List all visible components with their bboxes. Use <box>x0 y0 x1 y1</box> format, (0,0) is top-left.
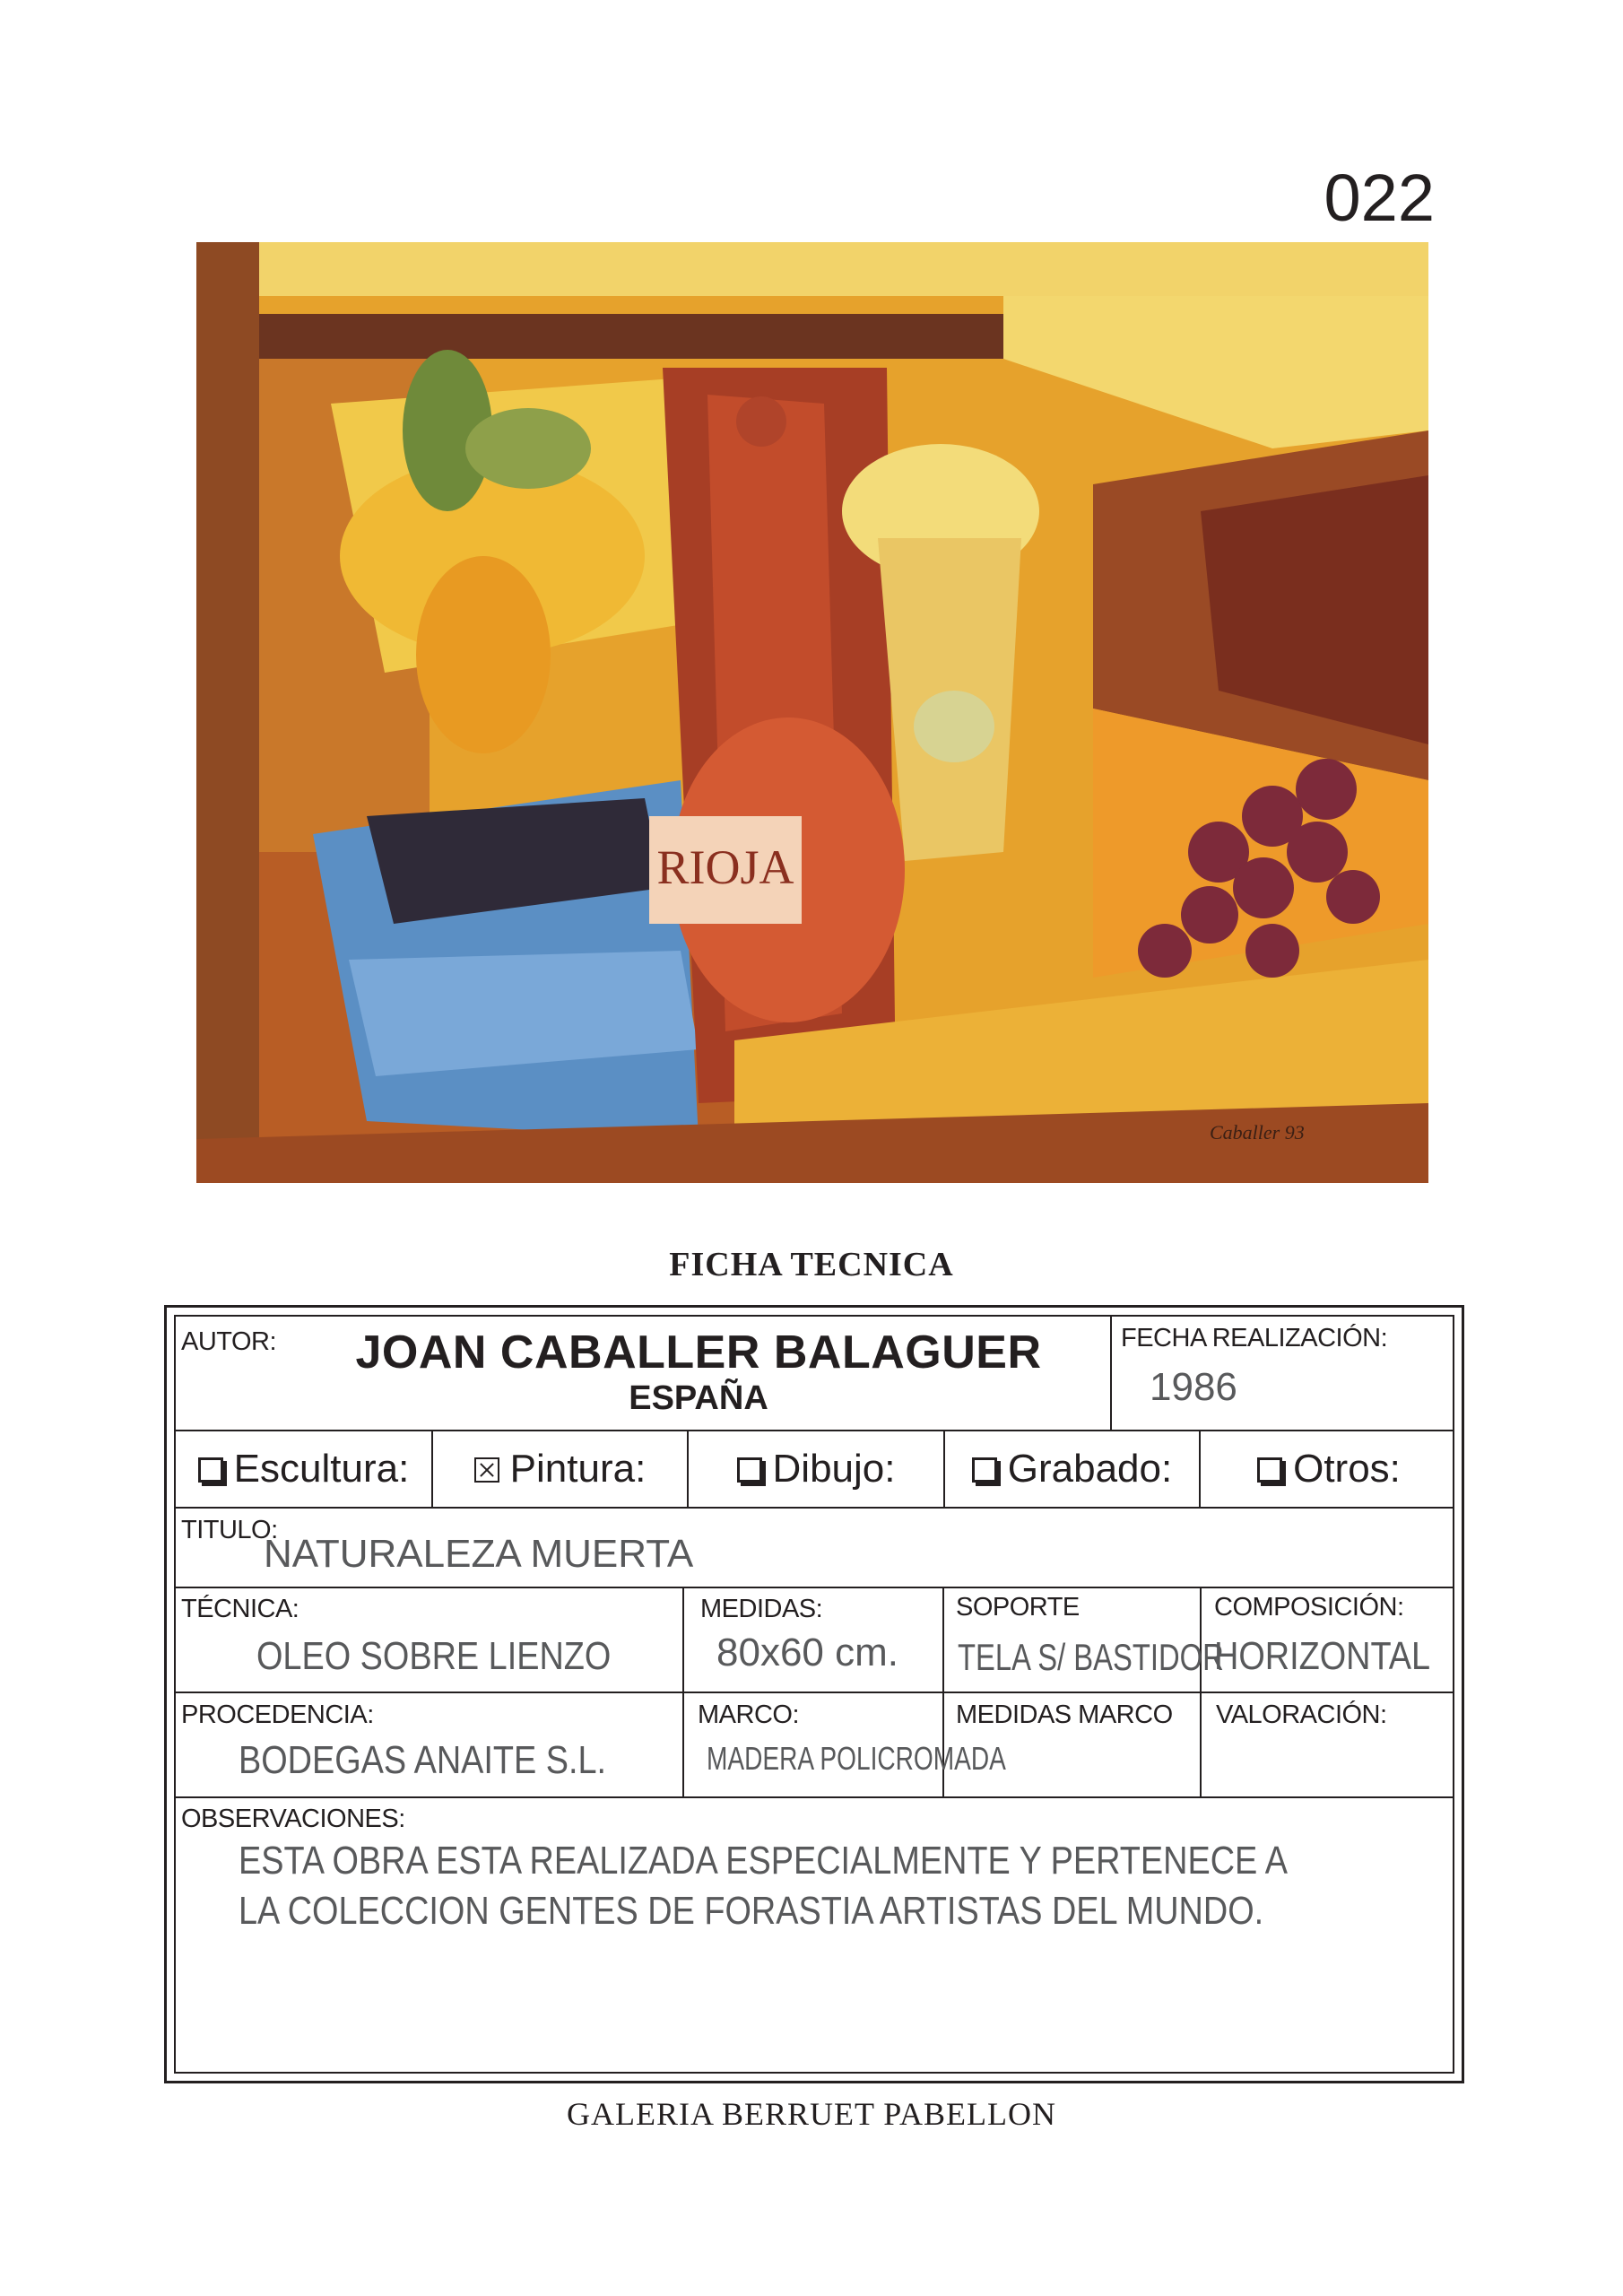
checkbox-icon <box>737 1457 762 1483</box>
page-number: 022 <box>1324 161 1435 235</box>
type-label: Dibujo: <box>772 1447 896 1491</box>
col-divider <box>1110 1317 1112 1430</box>
still-life-painting <box>196 242 1428 1183</box>
row-divider <box>176 1692 1453 1693</box>
support-value: TELA S/ BASTIDOR <box>958 1636 1224 1678</box>
observations-label: OBSERVACIONES: <box>181 1805 405 1833</box>
date-label: FECHA REALIZACIÓN: <box>1121 1324 1388 1352</box>
painting-signature: Caballer 93 <box>1210 1121 1305 1144</box>
author-label: AUTOR: <box>181 1327 277 1356</box>
frame-measures-label: MEDIDAS MARCO <box>956 1700 1173 1729</box>
type-label: Grabado: <box>1007 1447 1173 1491</box>
type-sculpture <box>176 1431 431 1507</box>
observations-line-2: LA COLECCION GENTES DE FORASTIA ARTISTAS DEL MUNDO. <box>239 1889 1264 1933</box>
type-painting <box>433 1431 687 1507</box>
valuation-label: VALORACIÓN: <box>1216 1700 1387 1729</box>
observations-line-1: ESTA OBRA ESTA REALIZADA ESPECIALMENTE Y PERTENECE A <box>239 1839 1288 1883</box>
checkbox-checked-icon <box>474 1457 499 1483</box>
technique-label: TÉCNICA: <box>181 1595 299 1623</box>
author-name: JOAN CABALLER BALAGUER <box>355 1326 1042 1378</box>
type-label: Otros: <box>1293 1447 1401 1491</box>
row-divider <box>176 1507 1453 1509</box>
col-divider <box>682 1587 684 1796</box>
gallery-footer: GALERIA BERRUET PABELLON <box>566 2096 1057 2132</box>
composition-value: HORIZONTAL <box>1214 1634 1431 1678</box>
bottle-label-text: RIOJA <box>656 840 794 894</box>
title-label: TITULO: <box>181 1516 278 1544</box>
row-divider <box>176 1587 1453 1588</box>
measures-label: MEDIDAS: <box>700 1595 823 1623</box>
row-divider <box>176 1796 1453 1798</box>
support-label: SOPORTE <box>956 1593 1080 1622</box>
type-other <box>1201 1431 1457 1507</box>
provenance-label: PROCEDENCIA: <box>181 1700 374 1729</box>
checkbox-icon <box>1257 1457 1282 1483</box>
frame-value: MADERA POLICROMADA <box>707 1740 1006 1777</box>
type-label: Pintura: <box>509 1447 647 1491</box>
checkbox-icon <box>972 1457 997 1483</box>
painting-image <box>196 242 1428 1183</box>
type-drawing <box>689 1431 943 1507</box>
composition-label: COMPOSICIÓN: <box>1214 1593 1404 1622</box>
type-engraving <box>945 1431 1199 1507</box>
provenance-value: BODEGAS ANAITE S.L. <box>239 1738 607 1782</box>
col-divider <box>1200 1587 1202 1796</box>
technical-card <box>164 1305 1464 2083</box>
checkbox-icon <box>198 1457 223 1483</box>
author-country: ESPAÑA <box>629 1379 768 1417</box>
type-label: Escultura: <box>233 1447 410 1491</box>
measures-value: 80x60 cm. <box>716 1631 898 1674</box>
technical-card-inner <box>174 1315 1454 2074</box>
date-value: 1986 <box>1150 1365 1237 1409</box>
artwork-type-row <box>176 1431 1453 1507</box>
title-value: NATURALEZA MUERTA <box>264 1532 694 1576</box>
technique-value: OLEO SOBRE LIENZO <box>256 1634 612 1678</box>
sheet-title: FICHA TECNICA <box>669 1246 954 1283</box>
frame-label: MARCO: <box>698 1700 799 1729</box>
